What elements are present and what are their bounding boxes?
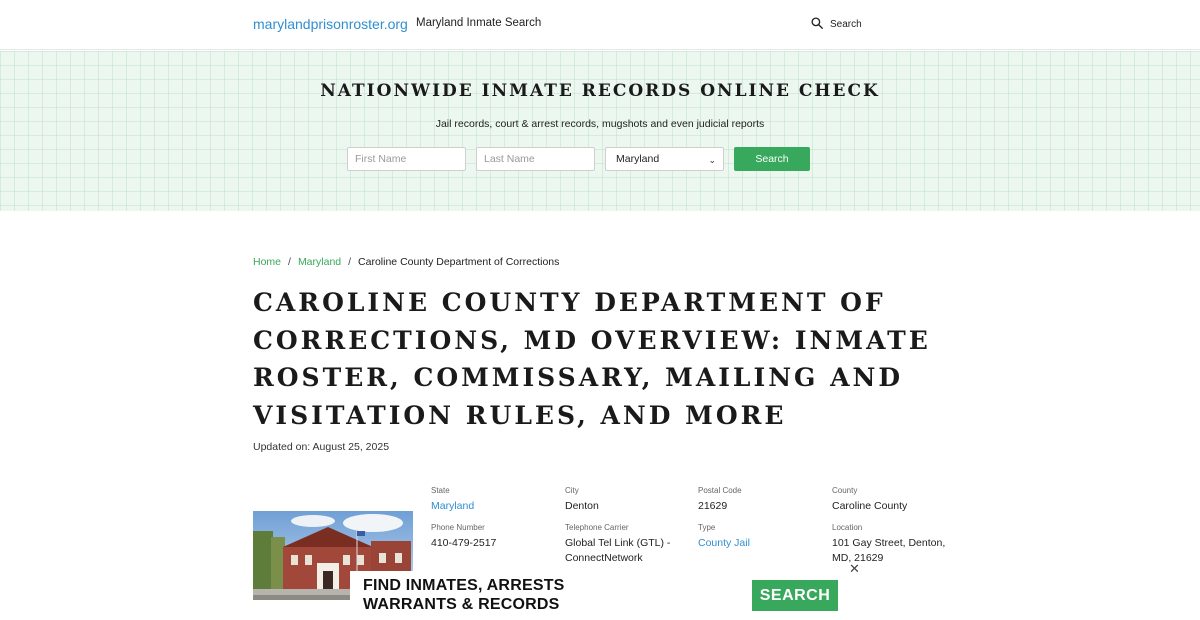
- info-state-label: State: [431, 486, 450, 495]
- inmate-search-form: [0, 147, 1200, 171]
- info-location-label: Location: [832, 523, 863, 532]
- breadcrumb-separator: /: [288, 256, 291, 268]
- info-carrier-value: Global Tel Link (GTL) - ConnectNetwork: [565, 537, 671, 564]
- breadcrumb-home-link[interactable]: Home: [253, 256, 282, 268]
- search-icon: [811, 17, 823, 32]
- breadcrumb: [253, 256, 559, 268]
- info-county-value: Caroline County: [832, 500, 908, 512]
- breadcrumb-current: Caroline County Department of Corrections: [358, 256, 560, 268]
- breadcrumb-separator: /: [348, 256, 352, 268]
- info-city-label: City: [565, 486, 579, 495]
- info-city-value: Denton: [565, 500, 599, 512]
- first-name-input[interactable]: First Name: [347, 147, 466, 171]
- ad-banner[interactable]: [350, 571, 860, 620]
- info-postal-value: 21629: [698, 500, 728, 512]
- info-postal-label: Postal Code: [698, 486, 742, 495]
- site-brand-link[interactable]: marylandprisonroster.org: [253, 16, 408, 32]
- info-state: [431, 486, 474, 514]
- updated-date: Updated on: August 25, 2025: [253, 441, 390, 453]
- info-type: [698, 523, 750, 551]
- ad-headline: [363, 576, 565, 614]
- last-name-input[interactable]: Last Name: [476, 147, 595, 171]
- info-carrier: [565, 523, 675, 566]
- top-navbar: [0, 0, 1200, 50]
- state-select-value: Maryland: [616, 153, 660, 165]
- ad-line-1: FIND INMATES, ARRESTS: [363, 577, 565, 594]
- info-state-link[interactable]: Maryland: [431, 500, 475, 512]
- hero-subtitle: Jail records, court & arrest records, mugshots and even judicial reports: [435, 118, 765, 130]
- ad-search-button[interactable]: SEARCH: [752, 580, 838, 611]
- state-select[interactable]: [605, 147, 724, 171]
- header-search-button[interactable]: [811, 17, 862, 32]
- close-icon[interactable]: ✕: [849, 561, 860, 576]
- info-phone: [431, 523, 496, 551]
- header-search-label: Search: [830, 19, 862, 30]
- info-carrier-label: Telephone Carrier: [565, 523, 629, 532]
- hero-search-section: [0, 51, 1200, 211]
- info-location-value: 101 Gay Street, Denton, MD, 21629: [832, 537, 946, 564]
- breadcrumb-state-link[interactable]: Maryland: [297, 256, 342, 268]
- ad-line-2: WARRANTS & RECORDS: [363, 596, 560, 613]
- info-phone-label: Phone Number: [431, 523, 485, 532]
- hero-title: NATIONWIDE INMATE RECORDS ONLINE CHECK: [320, 81, 880, 101]
- chevron-down-icon: ⌄: [708, 155, 716, 165]
- info-postal-code: [698, 486, 742, 514]
- info-phone-value: 410-479-2517: [431, 537, 497, 549]
- hero-search-button[interactable]: Search: [734, 147, 810, 171]
- info-type-link[interactable]: County Jail: [698, 537, 750, 549]
- info-type-label: Type: [698, 523, 716, 532]
- info-county-label: County: [832, 486, 858, 495]
- info-city: [565, 486, 599, 514]
- nav-maryland-inmate-search[interactable]: Maryland Inmate Search: [416, 17, 542, 29]
- info-county: [832, 486, 907, 514]
- page-title: CAROLINE COUNTY DEPARTMENT OF CORRECTIONS, MD OVERVIEW: INMATE ROSTER, COMMISSARY, MAILING AND VISITATION RULES, AND MORE: [253, 288, 931, 430]
- info-location: [832, 523, 952, 566]
